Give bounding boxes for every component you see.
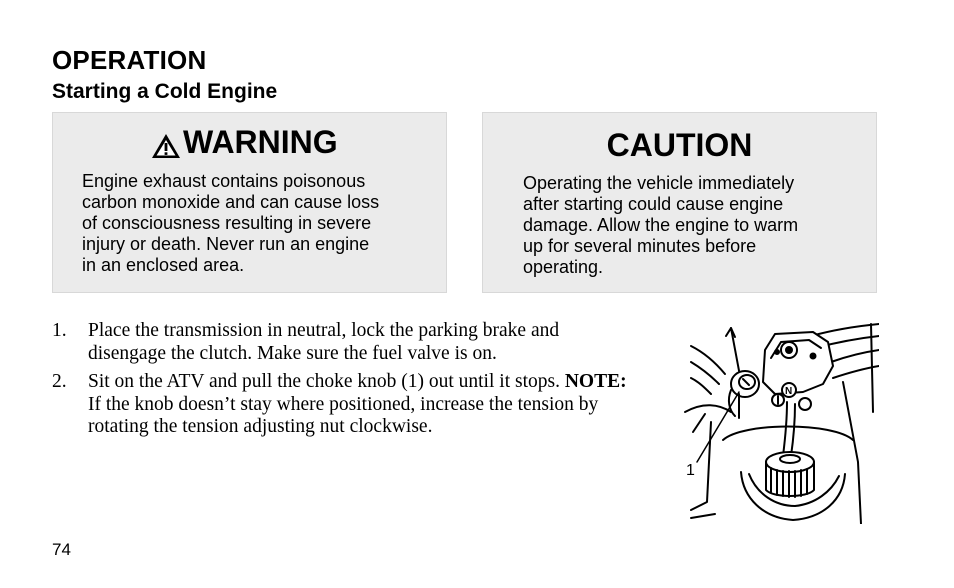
caution-box: [482, 112, 877, 293]
warning-line: in an enclosed area.: [82, 255, 245, 275]
instruction-steps: [52, 320, 632, 445]
warning-text: [82, 171, 432, 276]
caution-line: Operating the vehicle immediately: [523, 173, 795, 193]
section-title: OPERATION: [52, 45, 207, 75]
choke-knob-callout: 1: [686, 462, 695, 479]
step-number: 1.: [52, 320, 67, 341]
warning-label: WARNING: [183, 124, 338, 160]
caution-line: operating.: [523, 257, 604, 277]
warning-line: Engine exhaust contains poisonous: [82, 171, 366, 191]
warning-triangle-icon: [151, 133, 181, 159]
step-number: 2.: [52, 371, 67, 392]
step-text: If the knob doesn’t stay where positioned, increase the tension by rotating the tension adjusting nut clockwise.: [88, 393, 599, 437]
page-number: 74: [52, 540, 71, 559]
section-subtitle: Starting a Cold Engine: [52, 80, 278, 103]
caution-heading: CAUTION: [606, 127, 753, 163]
step-text: Place the transmission in neutral, lock the parking brake and disengage the clutch. Make sure the fuel valve is on.: [88, 320, 560, 364]
warning-line: of consciousness resulting in severe: [82, 213, 372, 233]
warning-line: injury or death. Never run an engine: [82, 234, 370, 254]
caution-text: [523, 173, 868, 278]
note-label: NOTE:: [564, 371, 627, 392]
warning-line: carbon monoxide and can cause loss: [82, 192, 380, 212]
neutral-indicator-label: N: [785, 386, 793, 397]
step-item: [52, 371, 632, 439]
step-text: Sit on the ATV and pull the choke knob (1) out until it stops.: [88, 371, 565, 392]
step-item: [52, 320, 632, 365]
caution-line: up for several minutes before: [523, 236, 757, 256]
warning-box: [52, 112, 447, 293]
warning-heading: [151, 124, 338, 161]
caution-line: after starting could cause engine: [523, 194, 784, 214]
caution-line: damage. Allow the engine to warm: [523, 215, 799, 235]
choke-knob-illustration: [683, 322, 879, 524]
